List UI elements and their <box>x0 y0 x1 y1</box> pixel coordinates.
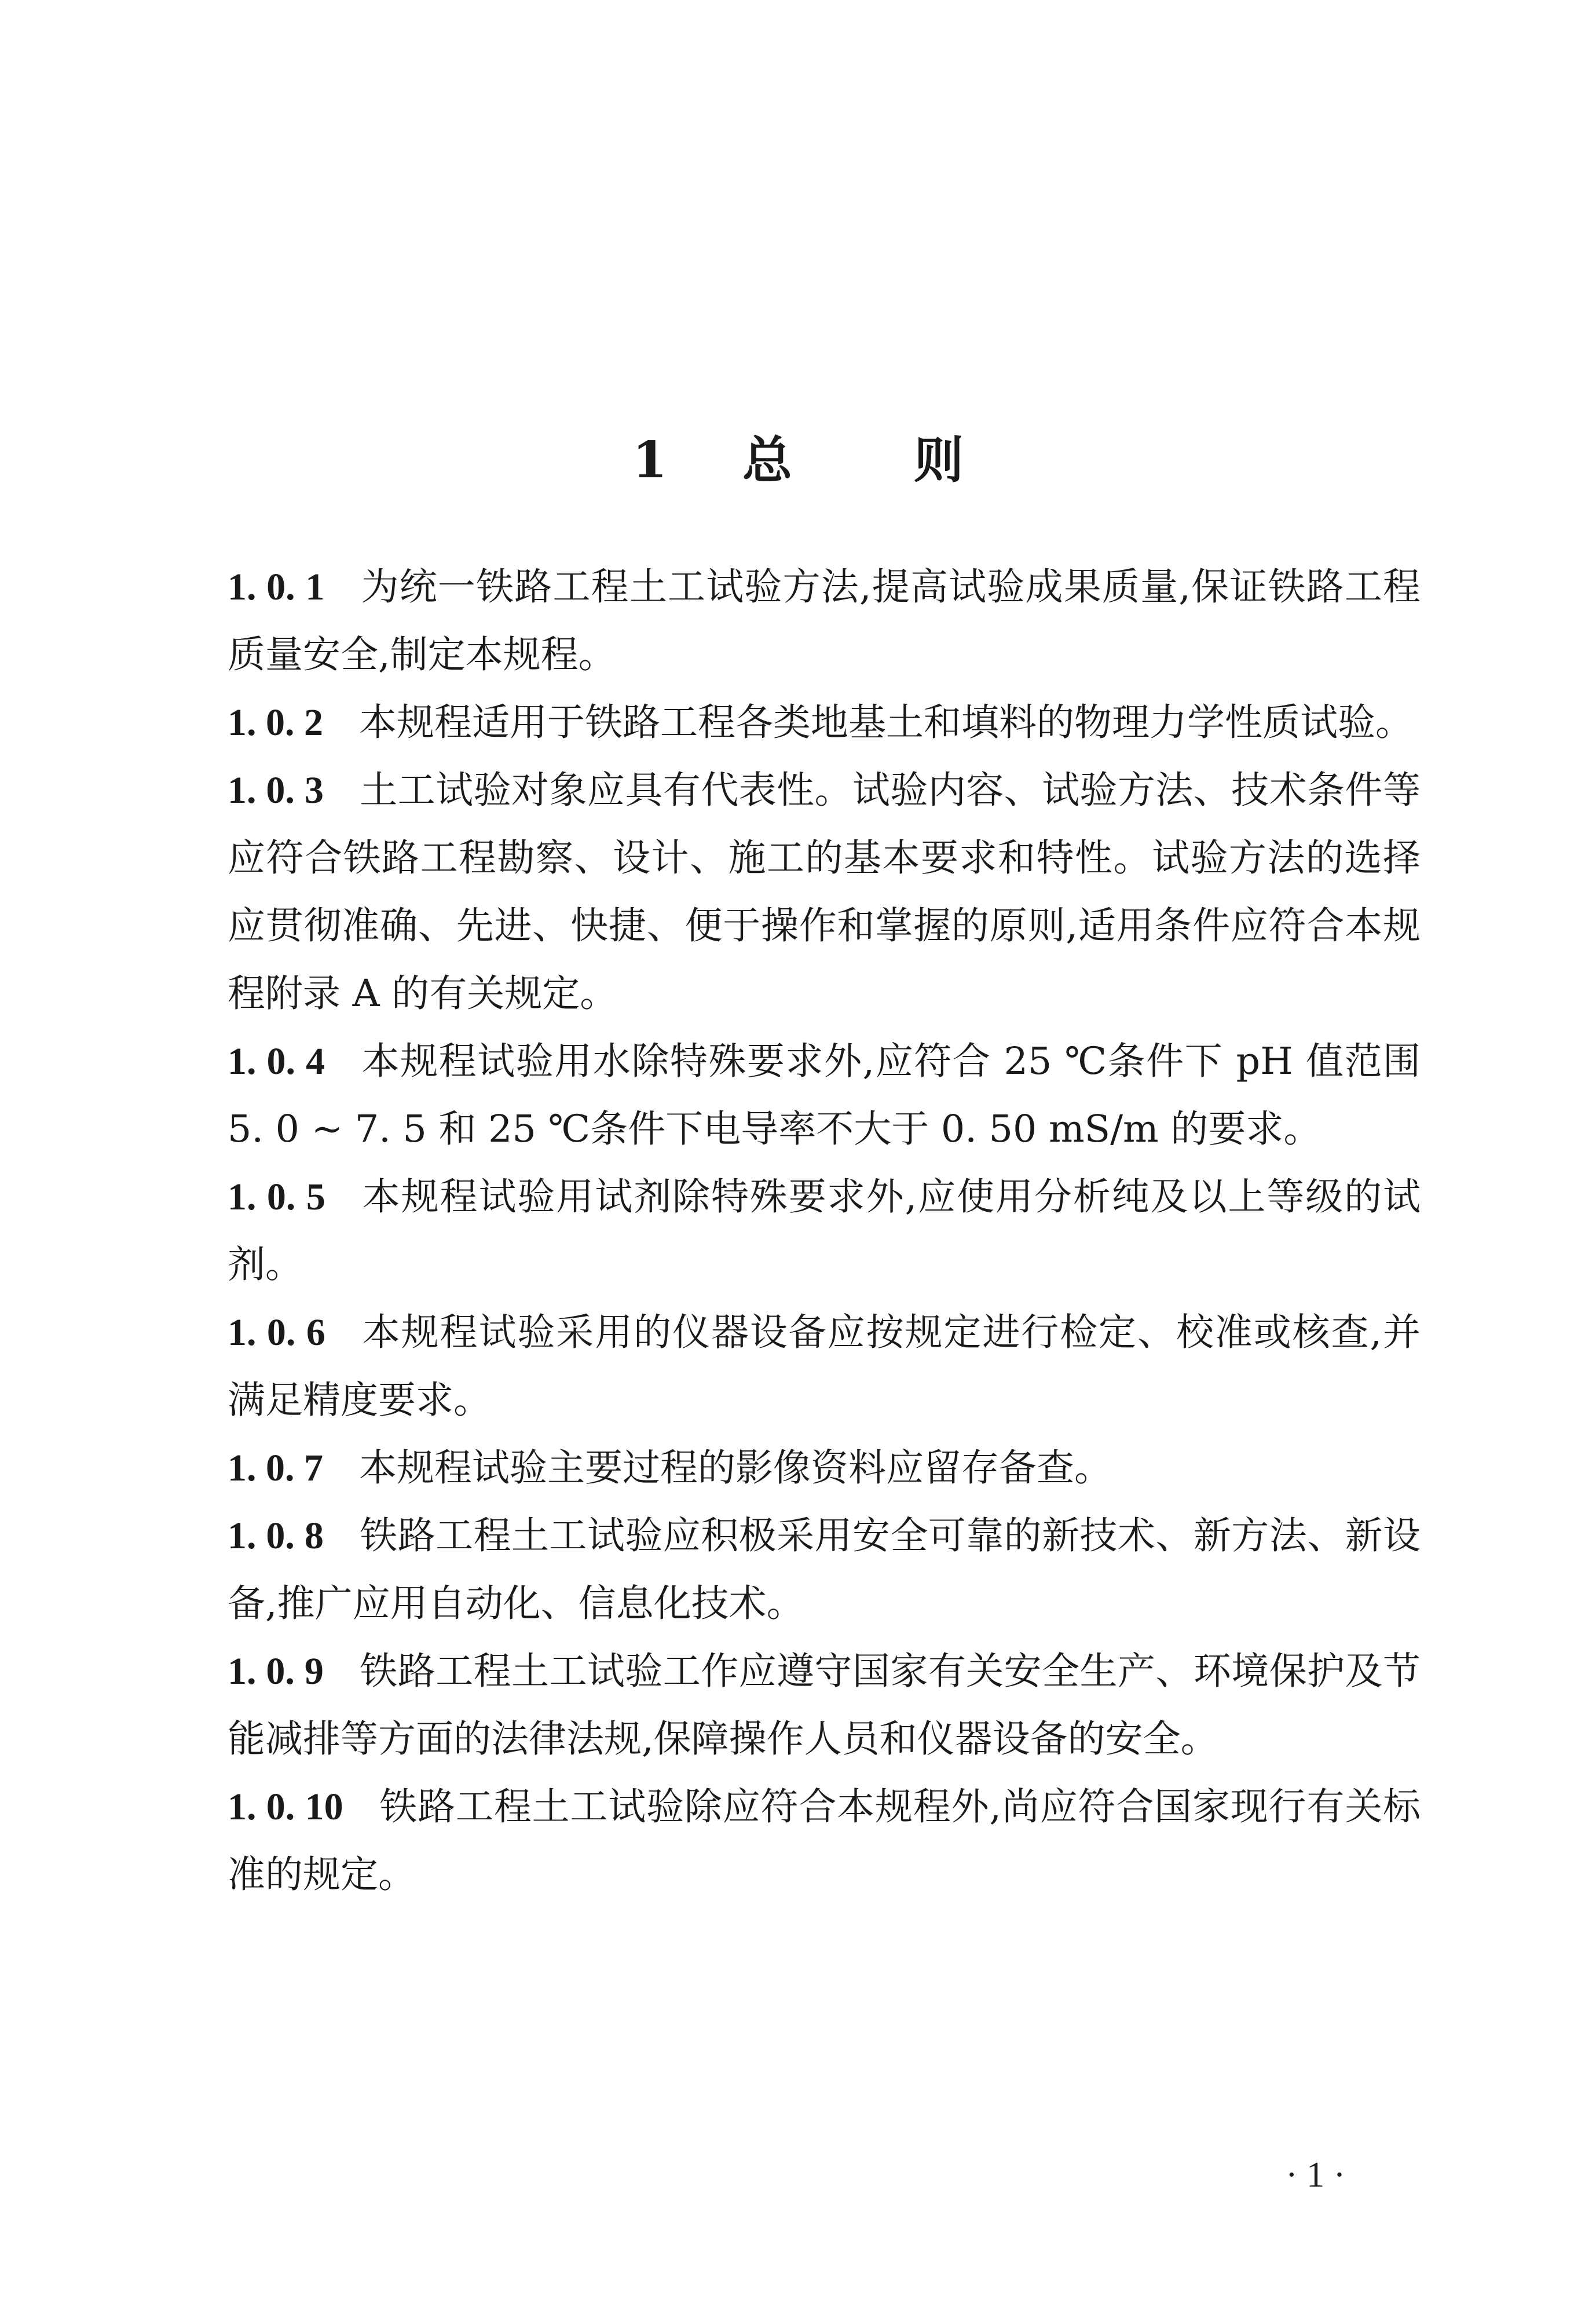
clause-number: 1. 0. 2 <box>228 701 323 744</box>
clause-text: 铁路工程土工试验工作应遵守国家有关安全生产、环境保护及节能减排等方面的法律法规,保障操作人员和仪器设备的安全。 <box>228 1650 1421 1761</box>
clause-number: 1. 0. 3 <box>228 769 324 811</box>
clause-list <box>228 553 1421 1909</box>
clause-1-0-4 <box>228 1028 1421 1163</box>
clause-1-0-6 <box>228 1299 1421 1434</box>
clause-1-0-7 <box>228 1434 1421 1502</box>
clause-number: 1. 0. 6 <box>228 1311 325 1354</box>
clause-1-0-10 <box>228 1773 1421 1909</box>
chapter-number: 1 <box>632 431 667 489</box>
clause-number: 1. 0. 5 <box>228 1176 325 1218</box>
clause-text: 本规程试验主要过程的影像资料应留存备查。 <box>359 1446 1112 1490</box>
chapter-title <box>0 426 1596 495</box>
clause-text: 铁路工程土工试验应积极采用安全可靠的新技术、新方法、新设备,推广应用自动化、信息化技术。 <box>228 1514 1421 1625</box>
clause-1-0-9 <box>228 1637 1421 1773</box>
clause-1-0-5 <box>228 1163 1421 1299</box>
clause-number: 1. 0. 10 <box>228 1786 343 1828</box>
clause-text: 本规程试验用水除特殊要求外,应符合 25 ℃条件下 pH 值范围 5. 0 ~ 7. 5 和 25 ℃条件下电导率不大于 0. 50 mS/m 的要求。 <box>228 1040 1421 1151</box>
clause-number: 1. 0. 4 <box>228 1040 325 1083</box>
clause-text: 铁路工程土工试验除应符合本规程外,尚应符合国家现行有关标准的规定。 <box>228 1785 1421 1896</box>
clause-text: 本规程试验采用的仪器设备应按规定进行检定、校准或核查,并满足精度要求。 <box>228 1311 1421 1422</box>
clause-text: 本规程试验用试剂除特殊要求外,应使用分析纯及以上等级的试剂。 <box>228 1175 1421 1286</box>
clause-text: 土工试验对象应具有代表性。试验内容、试验方法、技术条件等应符合铁路工程勘察、设计、施工的基本要求和特性。试验方法的选择应贯彻准确、先进、快捷、便于操作和掌握的原则,适用条件应符合本规程附录 A 的有关规定。 <box>228 769 1421 1015</box>
page-number: · 1 · <box>1286 2155 1346 2195</box>
clause-1-0-3 <box>228 756 1421 1028</box>
clause-text: 为统一铁路工程土工试验方法,提高试验成果质量,保证铁路工程质量安全,制定本规程。 <box>228 565 1421 677</box>
clause-number: 1. 0. 7 <box>228 1447 323 1489</box>
clause-1-0-2 <box>228 689 1421 756</box>
clause-1-0-1 <box>228 553 1421 689</box>
clause-1-0-8 <box>228 1502 1421 1637</box>
chapter-title-part-2: 则 <box>913 431 964 489</box>
chapter-title-part-1: 总 <box>742 431 792 489</box>
clause-number: 1. 0. 9 <box>228 1650 324 1692</box>
clause-number: 1. 0. 1 <box>228 566 325 608</box>
clause-text: 本规程适用于铁路工程各类地基土和填料的物理力学性质试验。 <box>359 701 1414 744</box>
clause-number: 1. 0. 8 <box>228 1515 324 1557</box>
